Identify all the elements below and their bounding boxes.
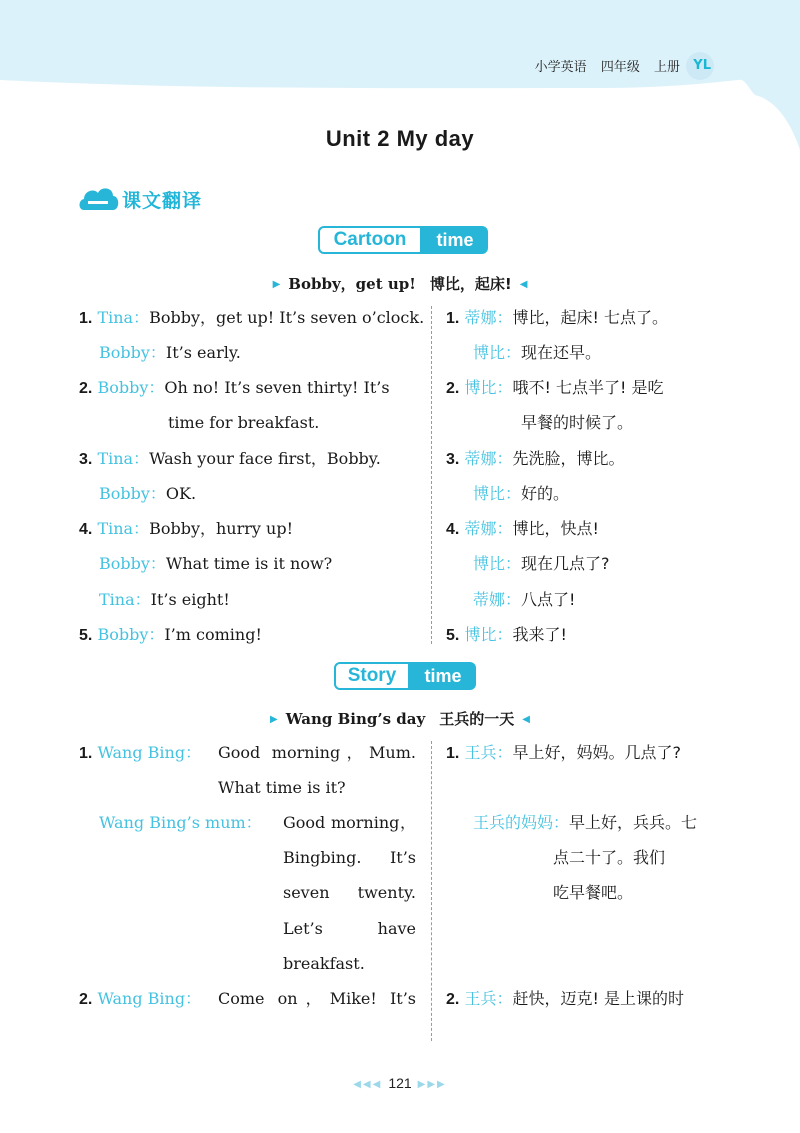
cn-line-3 xyxy=(446,449,624,470)
story-en-text-1: Good morning，Mum. xyxy=(218,743,416,762)
volume: 上册 xyxy=(653,60,680,75)
cn-line-4 xyxy=(446,519,599,540)
speaker: 博比： xyxy=(464,625,513,644)
speaker: 蒂娜： xyxy=(464,449,513,468)
cartoon-title-en: Bobby，get up! xyxy=(288,275,416,293)
triangles-right-icon: ▶▶▶ xyxy=(417,1079,447,1090)
line-number: 4. xyxy=(79,521,93,538)
edition-label: YL xyxy=(693,58,711,73)
speaker: 蒂娜： xyxy=(473,590,522,609)
column-divider-2 xyxy=(431,741,432,1041)
cn-line-3b xyxy=(473,484,569,504)
speaker: Bobby： xyxy=(97,625,165,644)
line-number: 1. xyxy=(79,745,93,762)
en-line-3 xyxy=(79,449,381,470)
story-cn-line-1e: 吃早餐吧。 xyxy=(553,883,634,902)
en-line-4 xyxy=(79,519,293,540)
story-en-line-2 xyxy=(79,989,201,1010)
line-text: Wash your face first，Bobby. xyxy=(149,449,381,468)
story-en-text-1c: Good morning， xyxy=(283,813,416,832)
cartoon-title-cn: 博比，起床! xyxy=(429,275,512,293)
line-text: Bobby，get up! It’s seven o’clock. xyxy=(149,308,425,327)
line-text: 好的。 xyxy=(521,484,570,503)
story-title xyxy=(0,708,800,729)
story-en-text-1g: breakfast. xyxy=(283,954,365,973)
line-text: 我来了! xyxy=(512,625,567,644)
line-text: 赶快，迈克! 是上课的时 xyxy=(512,989,684,1008)
speaker: 王兵： xyxy=(464,989,513,1008)
line-number: 3. xyxy=(446,451,460,468)
triangle-right-icon: ▶ xyxy=(270,714,278,725)
line-text: What time is it now? xyxy=(165,554,333,573)
pill-left: Story xyxy=(334,662,410,690)
story-en-text-1d: Bingbing. It’s xyxy=(283,848,416,867)
speaker: Tina： xyxy=(97,449,150,468)
speaker: Tina： xyxy=(99,590,151,609)
grade: 四年级 xyxy=(600,60,640,75)
speaker: 蒂娜： xyxy=(464,519,513,538)
speaker: Wang Bing： xyxy=(97,989,202,1008)
story-en-text-1e: seven twenty. xyxy=(283,883,416,902)
cn-line-2b: 早餐的时候了。 xyxy=(521,413,634,432)
cn-line-1b xyxy=(473,343,601,363)
speaker: 博比： xyxy=(473,343,522,362)
line-text: 早上好，兵兵。七 xyxy=(569,813,698,832)
speaker: 博比： xyxy=(473,554,522,573)
pill-right: time xyxy=(410,662,476,690)
speaker: 博比： xyxy=(464,378,513,397)
unit-title: Unit 2 My day xyxy=(325,126,475,151)
line-number: 2. xyxy=(79,991,93,1008)
story-cn-line-2 xyxy=(446,989,684,1010)
line-text: It’s early. xyxy=(165,343,241,362)
speaker: Tina： xyxy=(97,519,150,538)
line-text: 博比，起床! 七点了。 xyxy=(512,308,668,327)
column-divider-1 xyxy=(431,306,432,644)
cn-line-5 xyxy=(446,625,567,646)
speaker: 博比： xyxy=(473,484,522,503)
story-title-en: Wang Bing’s day xyxy=(285,710,426,728)
en-line-4b xyxy=(99,554,332,574)
line-text: Bobby，hurry up! xyxy=(149,519,294,538)
section-heading xyxy=(78,182,238,216)
story-cn-line-1c xyxy=(473,813,697,833)
cn-line-1 xyxy=(446,308,668,329)
story-en-speaker-mum xyxy=(99,813,262,833)
pill-right: time xyxy=(422,226,488,254)
cloud-icon xyxy=(78,184,120,212)
page-footer xyxy=(0,1075,800,1091)
line-number: 3. xyxy=(79,451,93,468)
en-line-3b xyxy=(99,484,196,504)
triangle-right-icon: ▶ xyxy=(272,279,281,290)
story-cn-line-1 xyxy=(446,743,681,764)
line-text: 现在还早。 xyxy=(521,343,602,362)
story-title-cn: 王兵的一天 xyxy=(439,710,515,728)
speaker: 王兵的妈妈： xyxy=(473,813,570,832)
line-number: 2. xyxy=(446,380,460,397)
speaker: Bobby： xyxy=(99,554,166,573)
line-text: I’m coming! xyxy=(164,625,262,644)
line-text: 早上好，妈妈。几点了? xyxy=(512,743,681,762)
speaker: Tina： xyxy=(97,308,150,327)
section-label: 课文翻译 xyxy=(122,190,203,212)
triangle-left-icon: ◀ xyxy=(522,714,530,725)
cartoon-time-pill xyxy=(318,226,488,254)
story-en-text-2: Come on，Mike! It’s xyxy=(218,989,416,1008)
line-text: It’s eight! xyxy=(150,590,230,609)
speaker: 王兵： xyxy=(464,743,513,762)
cn-line-4b xyxy=(473,554,610,574)
page-number: 121 xyxy=(388,1075,412,1091)
triangle-left-icon: ◀ xyxy=(519,279,528,290)
line-number: 1. xyxy=(446,745,460,762)
speaker: Bobby： xyxy=(99,484,166,503)
en-line-1b xyxy=(99,343,241,363)
line-text: 八点了! xyxy=(521,590,576,609)
line-number: 1. xyxy=(79,310,93,327)
story-cn-line-1d: 点二十了。我们 xyxy=(553,848,666,867)
line-number: 4. xyxy=(446,521,460,538)
line-text: 先洗脸，博比。 xyxy=(512,449,625,468)
story-en-text-1b: What time is it? xyxy=(218,778,346,797)
line-text: 博比，快点! xyxy=(512,519,599,538)
cartoon-title xyxy=(0,273,800,294)
cn-line-2 xyxy=(446,378,663,399)
line-number: 2. xyxy=(79,380,93,397)
en-line-2 xyxy=(79,378,390,399)
subject: 小学英语 xyxy=(534,60,587,75)
line-number: 5. xyxy=(446,627,460,644)
line-text: 现在几点了? xyxy=(521,554,610,573)
en-line-4c xyxy=(99,590,230,610)
pill-left: Cartoon xyxy=(318,226,422,254)
story-en-line-1 xyxy=(79,743,201,764)
line-number: 5. xyxy=(79,627,93,644)
triangles-left-icon: ◀◀◀ xyxy=(353,1079,383,1090)
line-text: OK. xyxy=(165,484,197,503)
en-line-1 xyxy=(79,308,424,329)
line-number: 1. xyxy=(446,310,460,327)
line-text: Oh no! It’s seven thirty! It’s xyxy=(164,378,390,397)
en-line-5 xyxy=(79,625,262,646)
cn-line-4c xyxy=(473,590,575,610)
line-text: 哦不! 七点半了! 是吃 xyxy=(512,378,664,397)
en-line-2b: time for breakfast. xyxy=(168,413,320,432)
speaker: Bobby： xyxy=(99,343,166,362)
speaker: Wang Bing： xyxy=(97,743,202,762)
line-number: 2. xyxy=(446,991,460,1008)
story-time-pill xyxy=(334,662,476,690)
speaker: 蒂娜： xyxy=(464,308,513,327)
story-en-text-1f: Let’s have xyxy=(283,919,416,938)
speaker: Wang Bing’s mum： xyxy=(99,813,262,832)
speaker: Bobby： xyxy=(97,378,165,397)
